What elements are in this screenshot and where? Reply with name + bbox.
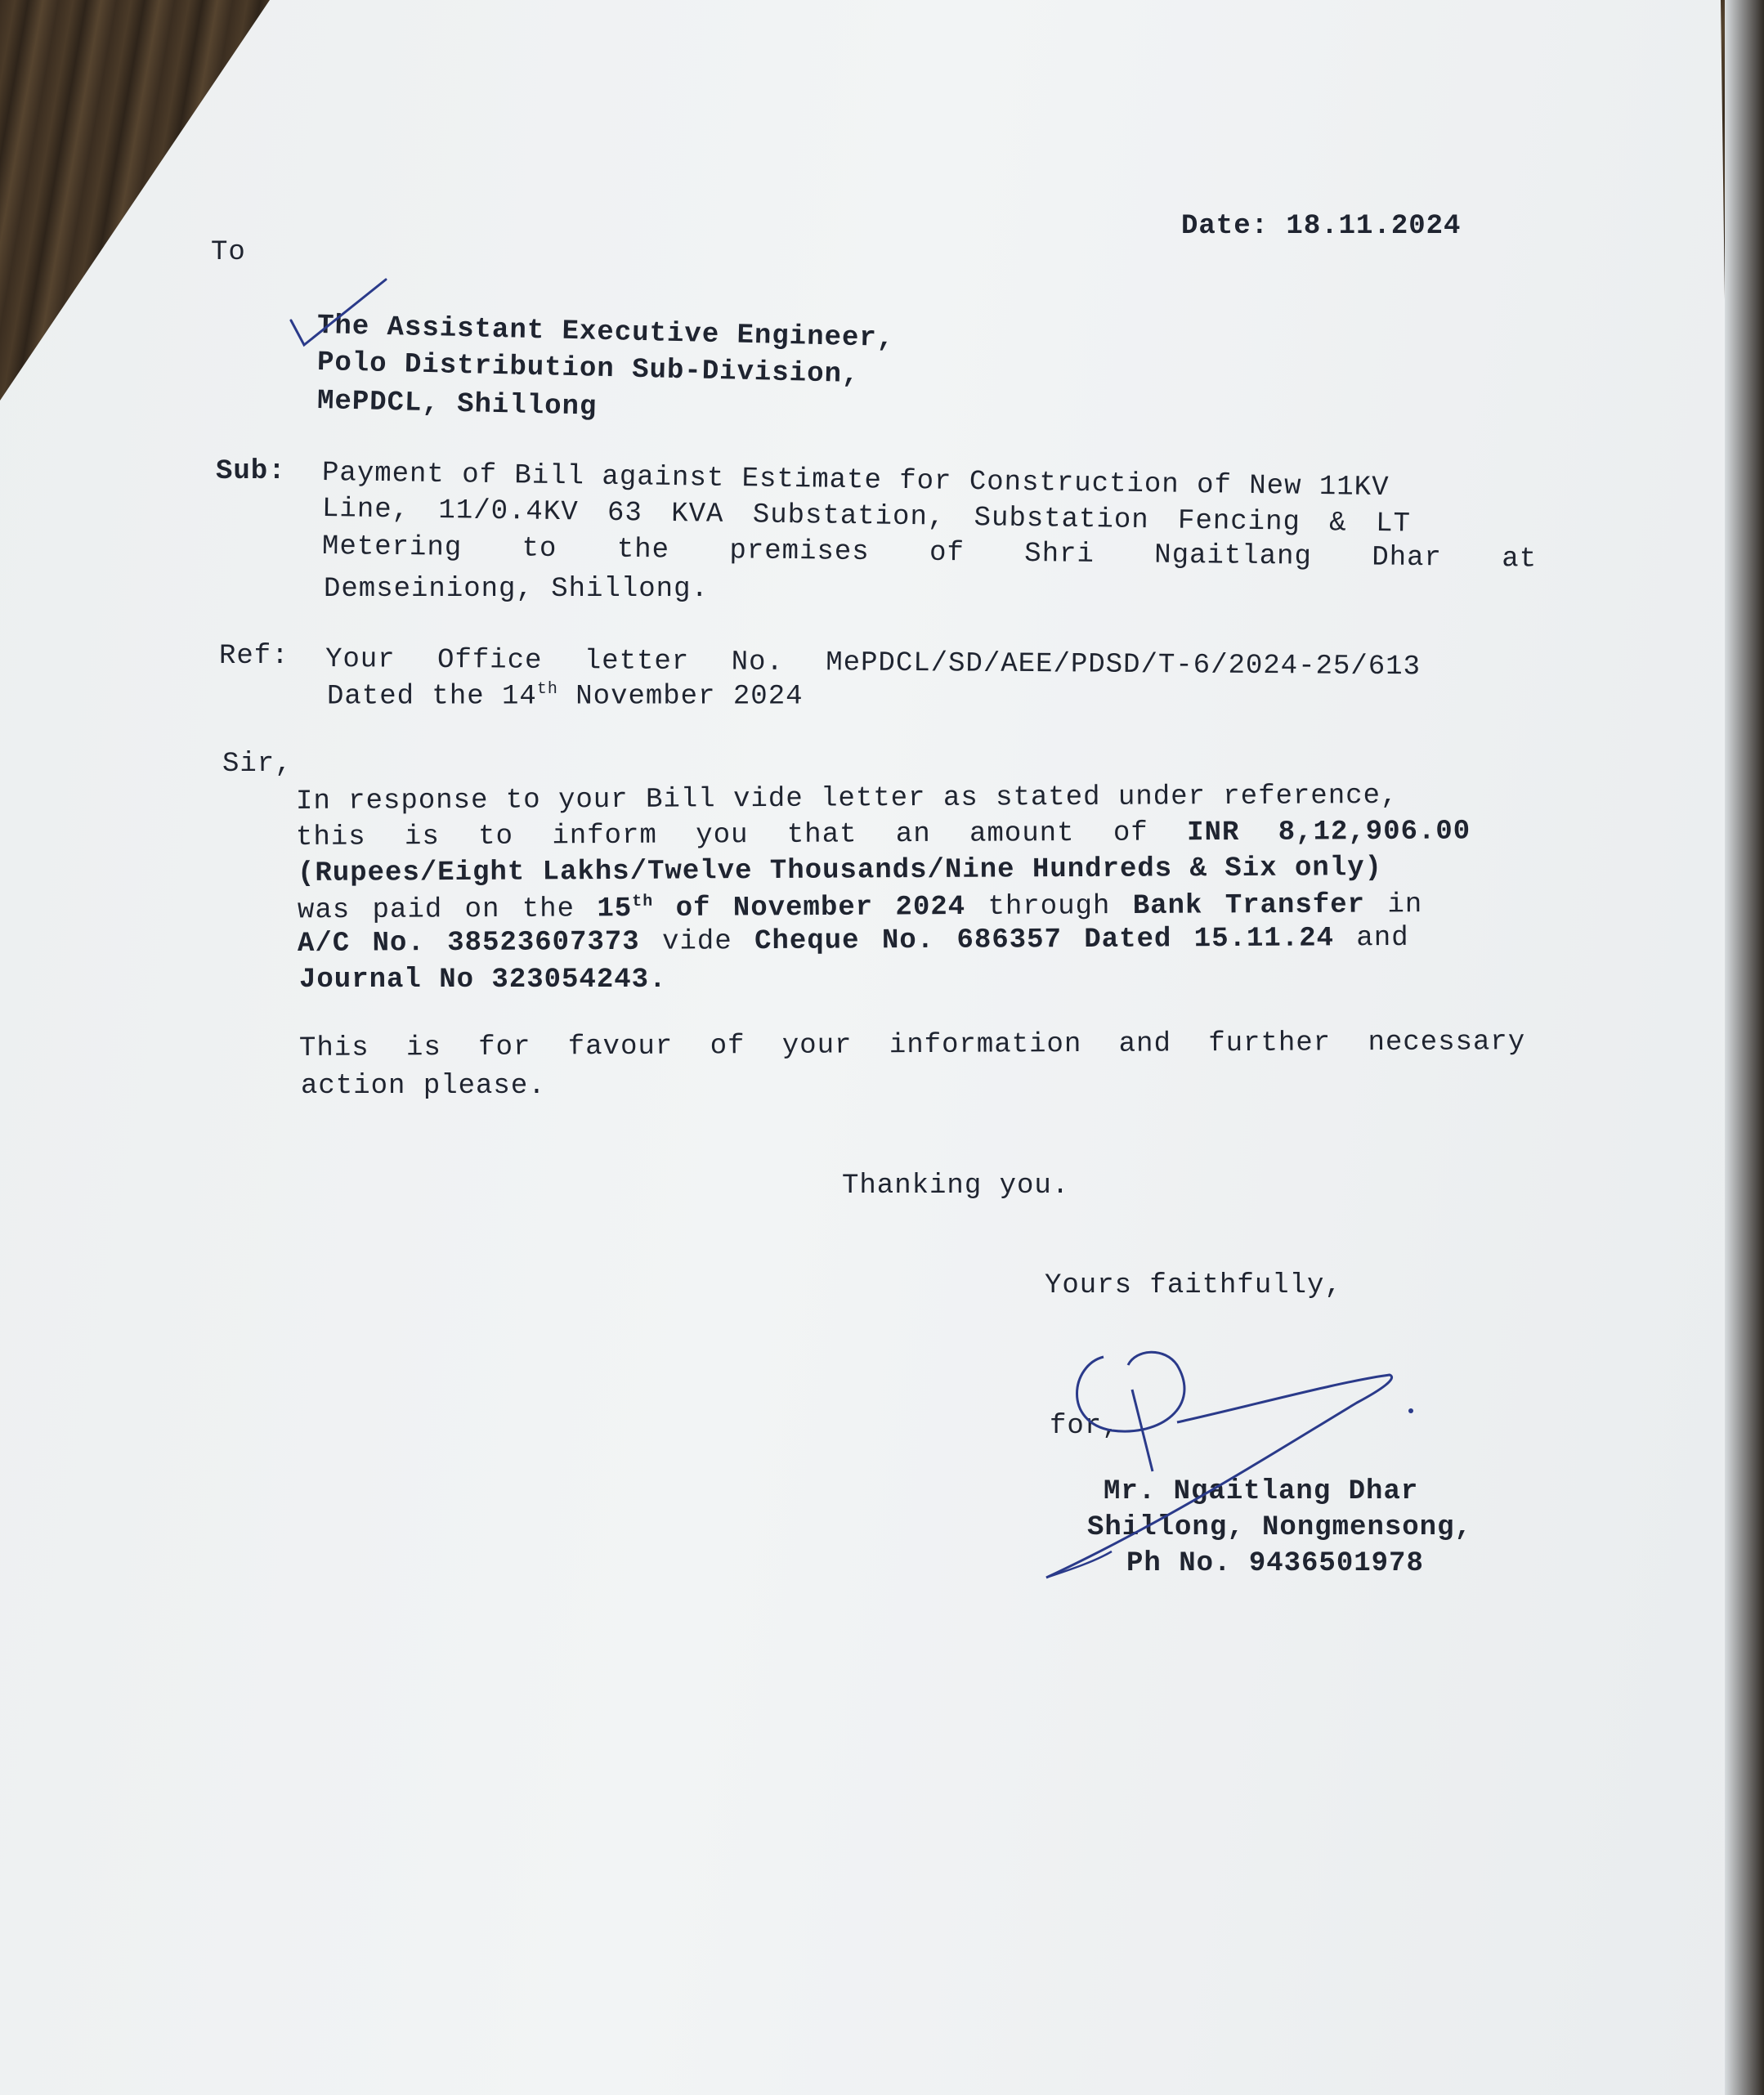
addressee-line-3: MePDCL, Shillong [316, 386, 598, 423]
subject-line-1: Payment of Bill against Estimate for Construction of New 11KV [321, 458, 1390, 504]
signatory-name: Mr. Ngaitlang Dhar [1104, 1476, 1419, 1507]
yours-faithfully: Yours faithfully, [1045, 1270, 1342, 1301]
to-label: To [211, 237, 246, 268]
body-line-3: (Rupees/Eight Lakhs/Twelve Thousands/Nine Hundreds & Six only) [297, 853, 1383, 889]
body-line-5: A/C No. 38523607373 vide Cheque No. 686357 Dated 15.11.24 and [297, 922, 1409, 960]
closing-line-2: action please. [301, 1071, 546, 1102]
body-line-4: was paid on the 15th of November 2024 through Bank Transfer in [297, 889, 1423, 927]
letter-date: Date: 18.11.2024 [1181, 211, 1462, 242]
subject-line-2: Line, 11/0.4KV 63 KVA Substation, Substation Fencing & LT [321, 494, 1412, 540]
body-line-2: this is to inform you that an amount of INR 8,12,906.00 [295, 816, 1471, 853]
reference-line-1: Your Office letter No. MePDCL/SD/AEE/PDSD/T-6/2024-25/613 [325, 644, 1421, 683]
subject-line-3: Metering to the premises of Shri Ngaitlang Dhar at [321, 531, 1538, 575]
closing-line-1: This is for favour of your information and further necessary [298, 1027, 1526, 1064]
checkmark-icon [286, 270, 401, 360]
signatory-address: Shillong, Nongmensong, [1087, 1512, 1472, 1543]
salutation: Sir, [222, 749, 293, 780]
reference-line-2: Dated the 14th November 2024 [327, 680, 804, 713]
signatory-phone: Ph No. 9436501978 [1126, 1548, 1424, 1579]
body-line-6: Journal No 323054243. [299, 965, 667, 996]
addressee-line-2: Polo Distribution Sub-Division, [316, 347, 860, 392]
subject-label: Sub: [216, 456, 286, 487]
subject-line-4: Demseiniong, Shillong. [324, 574, 709, 605]
thanking-you: Thanking you. [842, 1171, 1070, 1202]
reference-label: Ref: [219, 641, 289, 672]
body-line-1: In response to your Bill vide letter as stated under reference, [295, 780, 1399, 817]
for-label: for, [1050, 1411, 1120, 1442]
handwritten-signature-icon [1038, 1332, 1414, 1594]
addressee-line-1: The Assistant Executive Engineer, [316, 311, 895, 356]
